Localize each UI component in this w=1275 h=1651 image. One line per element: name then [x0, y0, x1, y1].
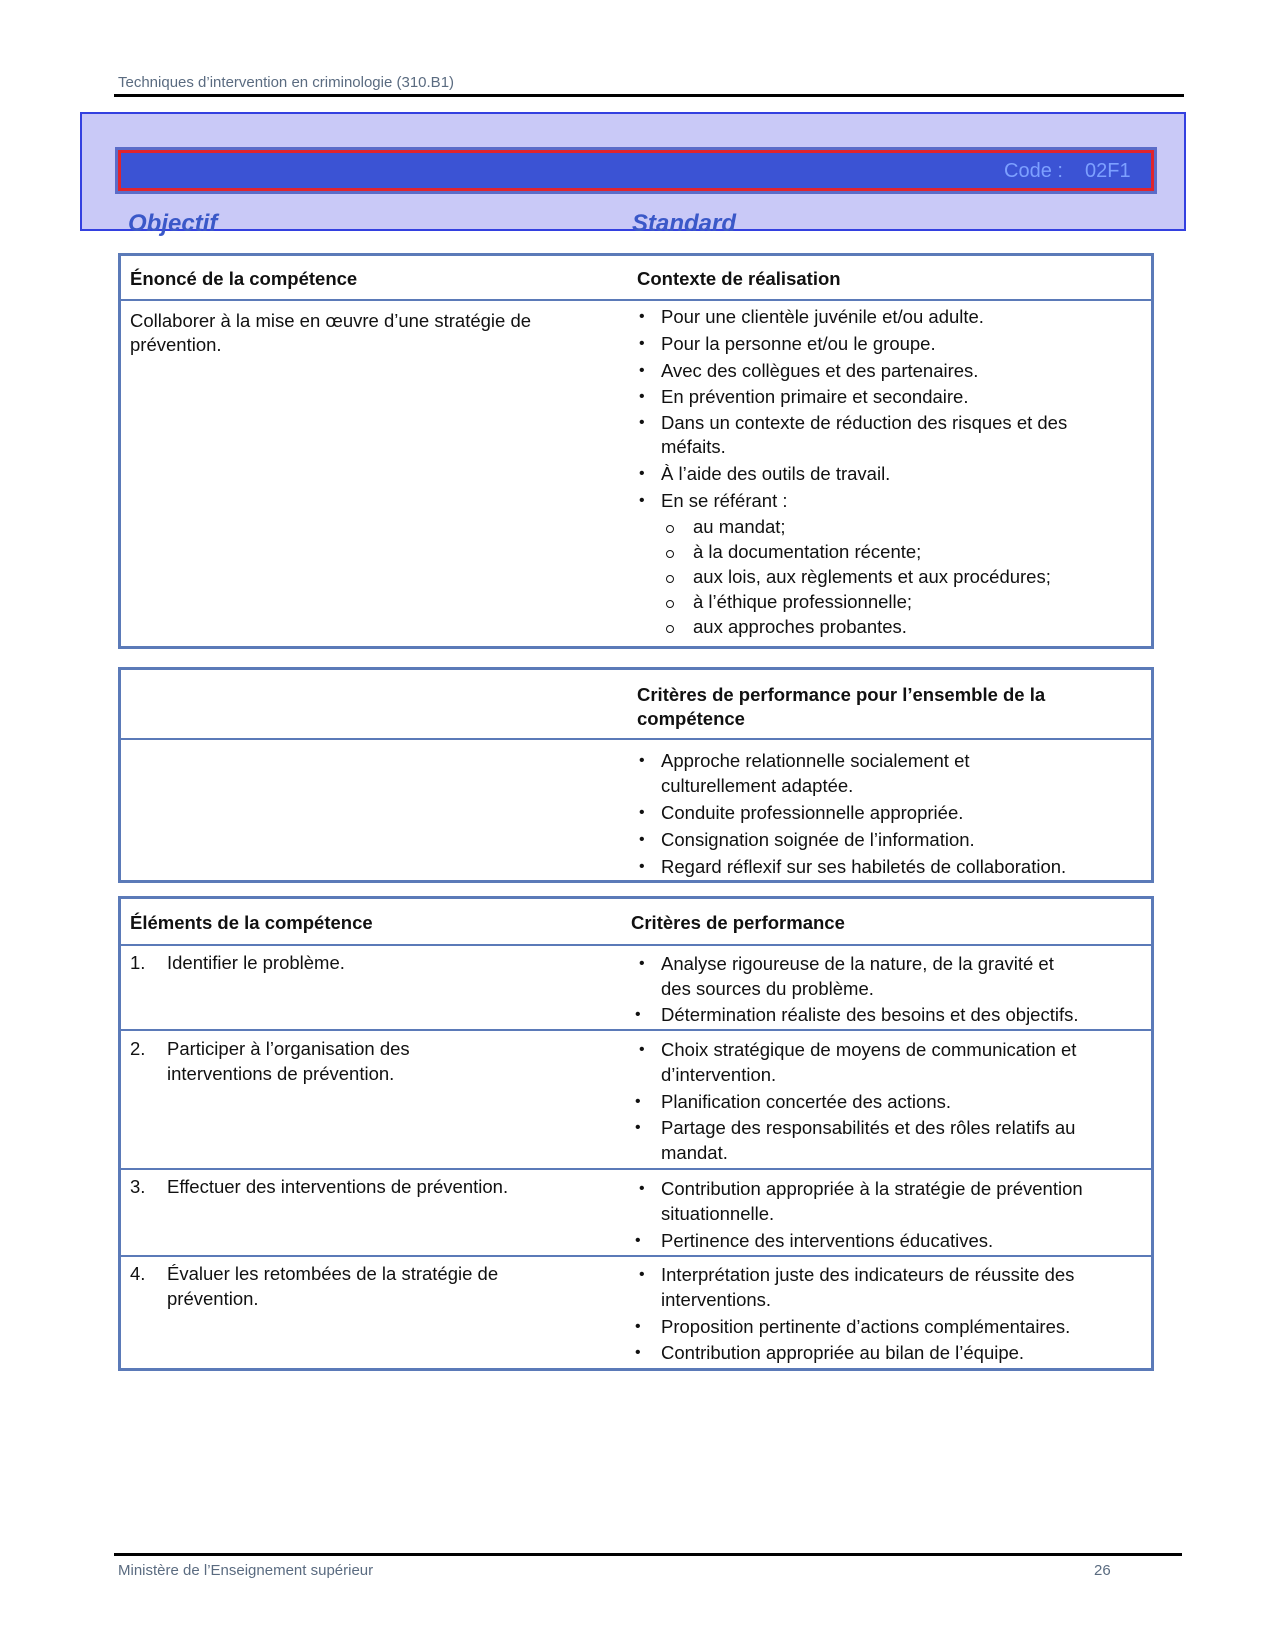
standard-heading: Standard: [632, 210, 737, 237]
critere-item-continued: des sources du problème.: [661, 978, 874, 999]
circle-bullet-icon: [666, 525, 674, 533]
bullet-icon: •: [639, 492, 645, 509]
element-text-continued: prévention.: [167, 1288, 259, 1309]
bullet-icon: •: [639, 831, 645, 848]
element-number: 2.: [130, 1038, 146, 1059]
contexte-subitem: au mandat;: [693, 516, 786, 537]
critere-item: Interprétation juste des indicateurs de réussite des: [661, 1264, 1075, 1285]
elements-criteres-table: [118, 896, 1154, 1371]
row-divider: [121, 1029, 1151, 1031]
elements-heading: Éléments de la compétence: [130, 912, 373, 933]
contexte-subitem: aux approches probantes.: [693, 616, 907, 637]
bullet-icon: •: [635, 1344, 641, 1361]
code-value: 02F1: [1085, 160, 1131, 182]
element-text-continued: interventions de prévention.: [167, 1063, 395, 1084]
bullet-icon: •: [639, 1180, 645, 1197]
element-number: 3.: [130, 1176, 146, 1197]
critere-item: Analyse rigoureuse de la nature, de la gravité et: [661, 953, 1054, 974]
criteres-ensemble-item-continued: culturellement adaptée.: [661, 775, 854, 796]
bullet-icon: •: [639, 1041, 645, 1058]
footer-ministry: Ministère de l’Enseignement supérieur: [118, 1562, 374, 1579]
critere-item: Partage des responsabilités et des rôles relatifs au: [661, 1117, 1076, 1138]
bullet-icon: •: [639, 335, 645, 352]
table-divider: [121, 299, 1151, 301]
bullet-icon: •: [639, 804, 645, 821]
criteres-ensemble-heading: Critères de performance pour l’ensemble de la: [637, 684, 1046, 705]
critere-item-continued: d’intervention.: [661, 1064, 777, 1085]
element-text: Effectuer des interventions de prévention.: [167, 1176, 509, 1197]
bullet-icon: •: [639, 858, 645, 875]
criteres-ensemble-item: Consignation soignée de l’information.: [661, 829, 975, 850]
bullet-icon: •: [639, 955, 645, 972]
element-text: Identifier le problème.: [167, 952, 345, 973]
critere-item-continued: mandat.: [661, 1142, 728, 1163]
critere-item: Planification concertée des actions.: [661, 1091, 952, 1112]
contexte-item: En prévention primaire et secondaire.: [661, 386, 969, 407]
critere-item: Contribution appropriée au bilan de l’équipe.: [661, 1342, 1025, 1363]
element-number: 1.: [130, 952, 146, 973]
contexte-item: Pour la personne et/ou le groupe.: [661, 333, 936, 354]
contexte-item: Dans un contexte de réduction des risques et des: [661, 412, 1068, 433]
bullet-icon: •: [635, 1318, 641, 1335]
critere-item: Détermination réaliste des besoins et des objectifs.: [661, 1004, 1079, 1025]
critere-item-continued: interventions.: [661, 1289, 772, 1310]
contexte-item: Avec des collègues et des partenaires.: [661, 360, 979, 381]
bullet-icon: •: [639, 388, 645, 405]
bullet-icon: •: [635, 1093, 641, 1110]
table-divider: [121, 738, 1151, 740]
criteres-ensemble-heading-2: compétence: [637, 708, 745, 729]
critere-item: Choix stratégique de moyens de communication et: [661, 1039, 1077, 1060]
enonce-heading: Énoncé de la compétence: [130, 268, 358, 289]
criteres-ensemble-table: [118, 667, 1154, 883]
critere-item-continued: situationnelle.: [661, 1203, 775, 1224]
criteres-ensemble-item: Approche relationnelle socialement et: [661, 750, 970, 771]
contexte-subitem: aux lois, aux règlements et aux procédures;: [693, 566, 1051, 587]
circle-bullet-icon: [666, 550, 674, 558]
bullet-icon: •: [639, 362, 645, 379]
bullet-icon: •: [635, 1006, 641, 1023]
critere-item: Pertinence des interventions éducatives.: [661, 1230, 994, 1251]
page-number: 26: [1094, 1562, 1111, 1579]
code-bar: [118, 150, 1154, 191]
element-text: Évaluer les retombées de la stratégie de: [167, 1263, 499, 1284]
criteres-heading: Critères de performance: [631, 912, 845, 933]
circle-bullet-icon: [666, 575, 674, 583]
contexte-heading: Contexte de réalisation: [637, 268, 841, 289]
bullet-icon: •: [635, 1119, 641, 1136]
critere-item: Contribution appropriée à la stratégie de prévention: [661, 1178, 1083, 1199]
row-divider: [121, 1255, 1151, 1257]
bullet-icon: •: [639, 308, 645, 325]
element-text: Participer à l’organisation des: [167, 1038, 410, 1059]
element-number: 4.: [130, 1263, 146, 1284]
contexte-subitem: à la documentation récente;: [693, 541, 922, 562]
table-divider: [121, 944, 1151, 946]
enonce-line-1: Collaborer à la mise en œuvre d’une stratégie de: [130, 310, 532, 331]
footer-rule: [114, 1553, 1182, 1556]
row-divider: [121, 1168, 1151, 1170]
bullet-icon: •: [639, 752, 645, 769]
objectif-heading: Objectif: [128, 210, 218, 237]
bullet-icon: •: [639, 465, 645, 482]
criteres-ensemble-item: Conduite professionnelle appropriée.: [661, 802, 964, 823]
contexte-item: En se référant :: [661, 490, 788, 511]
circle-bullet-icon: [666, 600, 674, 608]
page-header-title: Techniques d’intervention en criminologie (310.B1): [118, 74, 455, 91]
contexte-item: Pour une clientèle juvénile et/ou adulte.: [661, 306, 984, 327]
bullet-icon: •: [635, 1232, 641, 1249]
enonce-contexte-table: [118, 253, 1154, 649]
critere-item: Proposition pertinente d’actions complémentaires.: [661, 1316, 1071, 1337]
contexte-item: À l’aide des outils de travail.: [661, 463, 891, 484]
header-rule: [114, 94, 1184, 97]
code-label: Code :: [1004, 160, 1063, 182]
bullet-icon: •: [639, 414, 645, 431]
bullet-icon: •: [639, 1266, 645, 1283]
enonce-line-2: prévention.: [130, 334, 222, 355]
circle-bullet-icon: [666, 625, 674, 633]
criteres-ensemble-item: Regard réflexif sur ses habiletés de collaboration.: [661, 856, 1067, 877]
contexte-item-continued: méfaits.: [661, 436, 726, 457]
contexte-subitem: à l’éthique professionnelle;: [693, 591, 913, 612]
